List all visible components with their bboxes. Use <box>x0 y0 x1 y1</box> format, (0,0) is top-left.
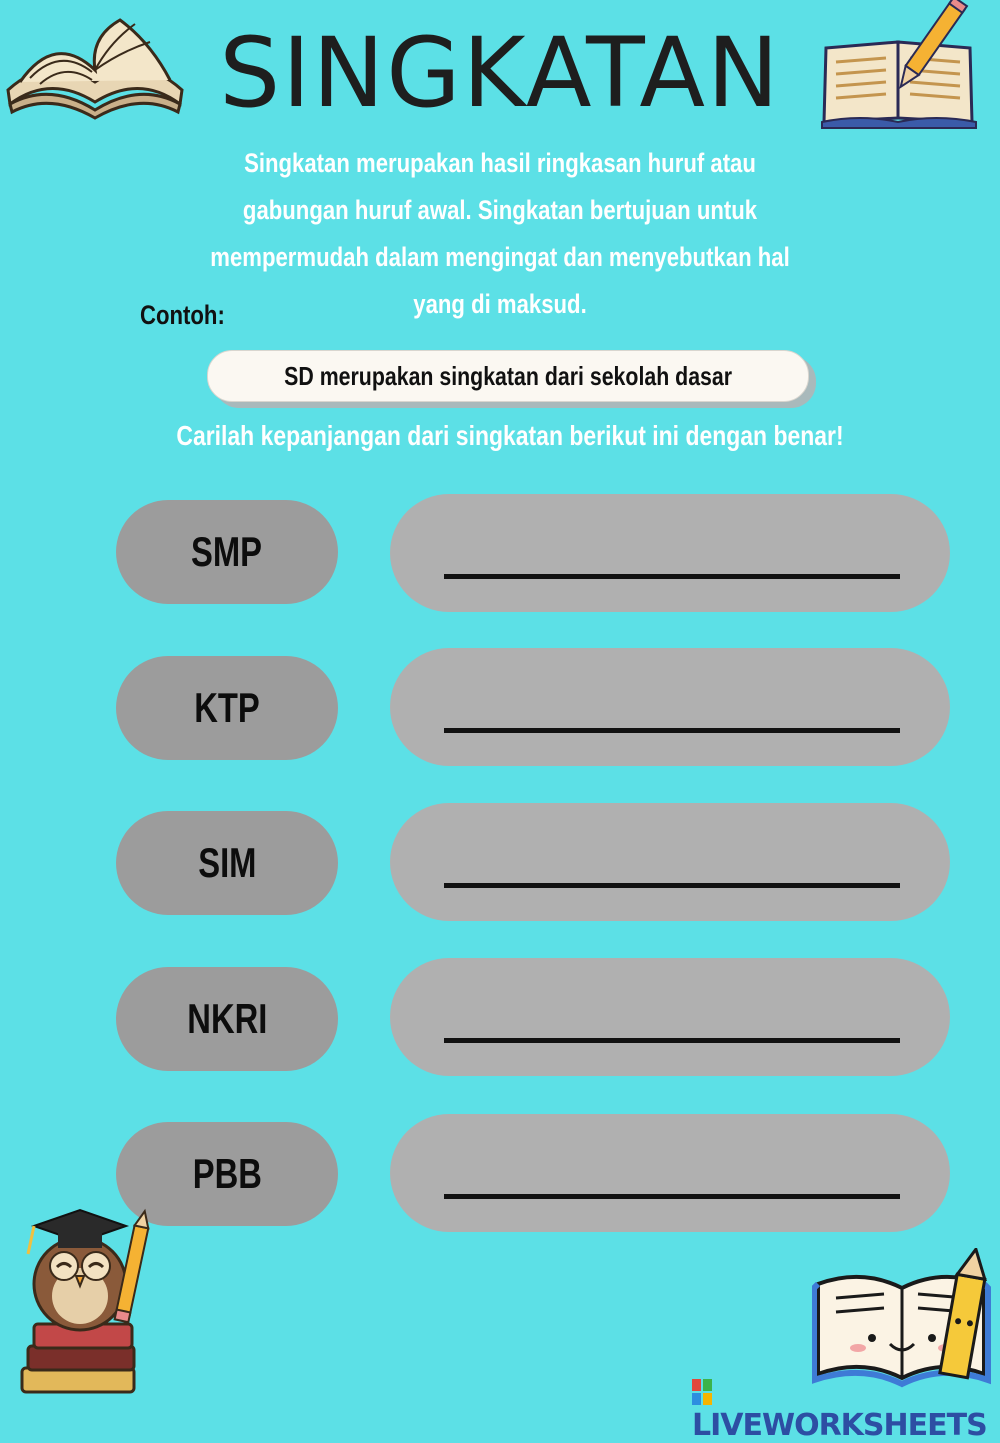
example-text: SD merupakan singkatan dari sekolah dasar <box>284 360 732 391</box>
abbr-pill-nkri <box>116 967 338 1071</box>
abbr-pill-sim <box>116 811 338 915</box>
watermark-text: LIVEWORKSHEETS <box>692 1408 987 1443</box>
abbr-label: SMP <box>191 528 263 575</box>
answer-field-ktp[interactable] <box>390 648 950 766</box>
intro-paragraph: Singkatan merupakan hasil ringkasan huruf atau gabungan huruf awal. Singkatan bertujuan untuk mempermudah dalam mengingat dan menyebutkan hal yang di maksud. <box>210 148 790 319</box>
answer-field-sim[interactable] <box>390 803 950 921</box>
instruction-text: Carilah kepanjangan dari singkatan berikut ini dengan benar! <box>176 420 844 451</box>
liveworksheets-logo-icon <box>692 1379 712 1405</box>
answer-line <box>444 574 900 579</box>
answer-line <box>444 883 900 888</box>
abbr-label: KTP <box>194 684 260 731</box>
abbr-pill-smp <box>116 500 338 604</box>
answer-line <box>444 1194 900 1199</box>
answer-field-smp[interactable] <box>390 494 950 612</box>
abbr-label: SIM <box>197 839 257 886</box>
abbr-label: NKRI <box>186 995 268 1042</box>
answer-line <box>444 1038 900 1043</box>
example-label: Contoh: <box>140 300 225 330</box>
answer-field-nkri[interactable] <box>390 958 950 1076</box>
abbr-pill-ktp <box>116 656 338 760</box>
page-title: SINGKATAN <box>219 17 781 129</box>
owl-graduate-icon <box>14 1196 164 1401</box>
example-box <box>207 350 809 402</box>
liveworksheets-watermark <box>692 1373 1000 1443</box>
answer-field-pbb[interactable] <box>390 1114 950 1232</box>
abbr-label: PBB <box>192 1150 262 1197</box>
answer-line <box>444 728 900 733</box>
